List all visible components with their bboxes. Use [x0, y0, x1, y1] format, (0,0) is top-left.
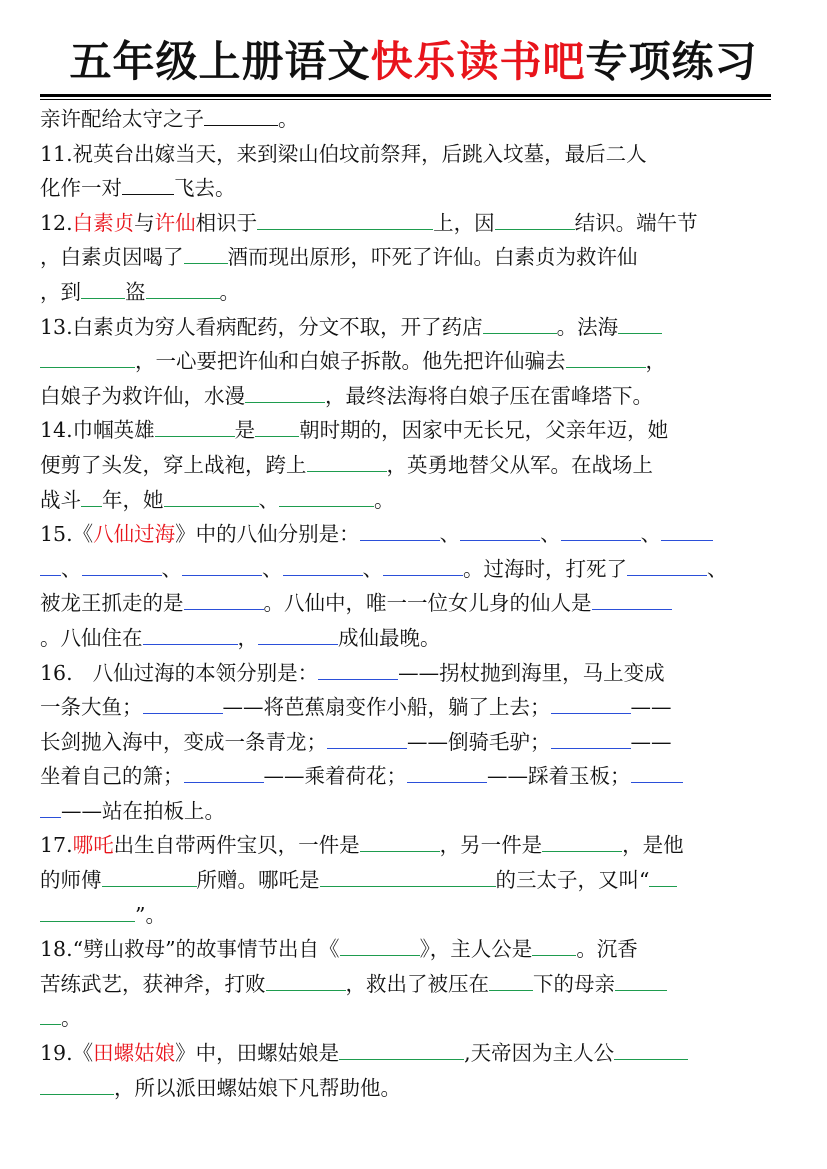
q10-text: 亲许配给太守之子 [40, 107, 204, 131]
q13-line1 [40, 310, 776, 345]
answer-blank[interactable] [661, 520, 713, 541]
q11-text: 化作一对 [40, 176, 122, 201]
q16-text: 长剑抛入海中，变成一条青龙； [40, 729, 327, 754]
q13-line2 [40, 344, 776, 379]
q11-text: 11.祝英台出嫁当天，来到梁山伯坟前祭拜，后跳入坟墓，最后二人 [40, 141, 647, 166]
q14-text: 。 [374, 487, 395, 512]
q12-text: 相识于 [195, 210, 258, 235]
answer-blank[interactable] [40, 1004, 61, 1025]
q16-text: 坐着自己的箫； [40, 764, 184, 789]
q15-sep: 、 [540, 522, 561, 547]
q16-text: 一条大鱼； [40, 695, 143, 720]
q15-sep: 、 [439, 522, 461, 547]
answer-blank[interactable] [82, 555, 162, 576]
answer-blank[interactable] [164, 486, 259, 507]
q18-text: 。沉香 [576, 937, 638, 962]
answer-blank[interactable] [279, 486, 374, 507]
q15-text: 。八仙住在 [40, 625, 143, 650]
q14-text: 战斗 [40, 487, 81, 512]
answer-blank[interactable] [146, 278, 220, 299]
answer-blank[interactable] [320, 866, 496, 887]
q15-sep: 、 [161, 556, 182, 581]
q17-text: 出生自带两件宝贝，一件是 [113, 833, 360, 858]
q12-line3 [40, 275, 776, 310]
q16-line3 [40, 725, 776, 760]
answer-blank[interactable] [40, 1074, 114, 1095]
answer-blank[interactable] [489, 970, 533, 991]
answer-blank[interactable] [318, 659, 398, 680]
q19-number: 19.《 [40, 1041, 94, 1066]
q18-text: 18.“劈山救母”的故事情节出自《 [40, 937, 340, 962]
q17-text: 的三太子，又叫“ [495, 868, 650, 893]
answer-blank[interactable] [360, 520, 440, 541]
q18-line1 [40, 932, 776, 967]
q16-text: ——站在拍板上。 [61, 798, 225, 823]
q16-text: ——倒骑毛驴； [407, 729, 551, 754]
answer-blank[interactable] [340, 935, 420, 956]
q12-text: ，到 [40, 279, 81, 304]
q12-text: ，白素贞因喝了 [40, 245, 184, 270]
answer-blank[interactable] [155, 416, 235, 437]
q18-text: 下的母亲 [533, 971, 615, 996]
q13-text: 白娘子为救许仙，水漫 [40, 383, 245, 408]
q14-text: 朝时期的，因家中无长兄，父亲年迈，她 [299, 418, 669, 443]
q15-line3 [40, 586, 776, 621]
q14-line2 [40, 448, 776, 483]
answer-blank[interactable] [81, 486, 102, 507]
answer-blank[interactable] [649, 866, 677, 887]
answer-blank[interactable] [383, 555, 463, 576]
q14-text: 是 [234, 418, 256, 443]
answer-blank[interactable] [143, 624, 238, 645]
answer-blank[interactable] [566, 347, 646, 368]
q14-text: 年，她 [102, 487, 164, 512]
q13-text: 。法海 [556, 314, 619, 339]
title-highlight: 快乐读书吧 [370, 37, 586, 86]
q15-sep: 、 [61, 556, 82, 581]
q16-text: ——将芭蕉扇变作小船，躺了上去； [222, 695, 551, 720]
answer-blank[interactable] [307, 451, 387, 472]
q19-line1 [40, 1036, 776, 1071]
answer-blank[interactable] [40, 347, 135, 368]
answer-blank[interactable] [81, 278, 125, 299]
q15-sep: 、 [640, 522, 662, 547]
q13-line3 [40, 379, 776, 414]
q10-line [40, 102, 776, 137]
q16-line2 [40, 690, 776, 725]
q11-line2 [40, 171, 776, 206]
q16-line5 [40, 794, 776, 829]
q16-number: 16. [40, 660, 73, 685]
q18-text: ，救出了被压在 [345, 971, 489, 996]
q15-text: 被龙王抓走的是 [40, 591, 184, 616]
title-underline-thin [40, 99, 771, 100]
answer-blank[interactable] [184, 589, 264, 610]
answer-blank[interactable] [122, 174, 174, 195]
answer-blank[interactable] [182, 555, 262, 576]
answer-blank[interactable] [204, 105, 278, 126]
q12-text: 。 [219, 279, 240, 304]
q12-name-xuxian: 许仙 [154, 210, 196, 235]
q14-text: 14.巾帼英雄 [40, 418, 155, 443]
q15-text: 成仙最晚。 [338, 625, 441, 650]
answer-blank[interactable] [255, 416, 299, 437]
answer-blank[interactable] [40, 901, 135, 922]
answer-blank[interactable] [327, 728, 407, 749]
answer-blank[interactable] [460, 520, 540, 541]
q17-text: ，另一件是 [439, 833, 543, 858]
q13-text: ，最终法海将白娘子压在雷峰塔下。 [325, 383, 653, 408]
q12-line1 [40, 206, 776, 241]
q16-text: —— [630, 695, 672, 720]
q13-text: 13.白素贞为穷人看病配药，分文不取，开了药店 [40, 314, 483, 339]
q17-text: 的师傅 [40, 868, 102, 893]
title-underline-thick [40, 94, 771, 97]
answer-blank[interactable] [483, 313, 557, 334]
q17-text: ，是他 [622, 833, 684, 858]
q18-line2 [40, 967, 776, 1002]
answer-blank[interactable] [495, 209, 575, 230]
q15-line2 [40, 552, 776, 587]
q12-text: 盗 [125, 279, 146, 304]
q15-line4 [40, 621, 776, 656]
q15-text: 》中的八仙分别是： [175, 522, 360, 547]
q14-text: ，英勇地替父从军。在战场上 [386, 452, 653, 477]
q14-line3 [40, 483, 776, 518]
q12-line2 [40, 240, 776, 275]
q15-sep: 、 [262, 556, 283, 581]
q19-text: ,天帝因为主人公 [464, 1041, 615, 1066]
answer-blank[interactable] [184, 762, 264, 783]
answer-blank[interactable] [551, 693, 631, 714]
q16-line4 [40, 759, 776, 794]
q12-text: 酒而现出原形，吓死了许仙。白素贞为救许仙 [227, 245, 638, 270]
q14-line1 [40, 413, 776, 448]
answer-blank[interactable] [618, 313, 662, 334]
q15-text: 。八仙中，唯一一位女儿身的仙人是 [263, 591, 592, 616]
q17-text: 所赠。哪吒是 [196, 868, 320, 893]
q13-text: ，一心要把许仙和白娘子拆散。他先把许仙骗去 [135, 349, 566, 374]
answer-blank[interactable] [257, 209, 433, 230]
answer-blank[interactable] [266, 970, 346, 991]
q12-name-baisuzhen: 白素贞 [72, 210, 135, 235]
q16-text: ——拐杖抛到海里，马上变成 [398, 660, 665, 685]
q15-text: ， [237, 625, 258, 650]
q13-text: ， [645, 349, 666, 374]
q17-number: 17. [40, 833, 73, 858]
q11-line1 [40, 137, 776, 172]
q19-text: 》中，田螺姑娘是 [175, 1041, 340, 1066]
q16-text: ——乘着荷花； [263, 764, 407, 789]
q19-line2 [40, 1071, 776, 1106]
q19-book-title: 田螺姑娘 [93, 1041, 176, 1066]
q16-text: ——踩着玉板； [487, 764, 631, 789]
q18-text: 》，主人公是 [419, 937, 533, 962]
title-part1: 五年级上册语文 [69, 37, 371, 86]
q12-text: 上，因 [433, 210, 495, 235]
q18-text: 。 [61, 1006, 82, 1031]
q15-text: 、 [707, 556, 728, 581]
answer-blank[interactable] [40, 555, 61, 576]
q15-book-title: 八仙过海 [93, 522, 176, 547]
question-list [40, 102, 776, 1105]
answer-blank[interactable] [258, 624, 338, 645]
answer-blank[interactable] [627, 555, 707, 576]
answer-blank[interactable] [542, 831, 622, 852]
answer-blank[interactable] [245, 382, 325, 403]
q19-text: ，所以派田螺姑娘下凡帮助他。 [114, 1075, 401, 1100]
answer-blank[interactable] [592, 589, 672, 610]
q15-number: 15.《 [40, 522, 94, 547]
q12-text: 与 [134, 210, 155, 235]
q14-text: 便剪了头发，穿上战袍，跨上 [40, 452, 307, 477]
q17-line3 [40, 898, 776, 933]
title-part3: 专项练习 [585, 37, 758, 86]
q17-line2 [40, 863, 776, 898]
q17-name-nezha: 哪吒 [72, 833, 114, 858]
q10-end: 。 [278, 107, 299, 131]
answer-blank[interactable] [339, 1039, 464, 1060]
q11-text: 飞去。 [174, 176, 236, 201]
answer-blank[interactable] [143, 693, 223, 714]
q18-line3 [40, 1001, 776, 1036]
answer-blank[interactable] [532, 935, 576, 956]
answer-blank[interactable] [614, 1039, 688, 1060]
answer-blank[interactable] [184, 243, 228, 264]
q17-line1 [40, 828, 776, 863]
q14-text: 、 [258, 487, 279, 512]
q16-text: 八仙过海的本领分别是： [92, 660, 319, 685]
answer-blank[interactable] [561, 520, 641, 541]
q15-line1 [40, 517, 776, 552]
answer-blank[interactable] [102, 866, 197, 887]
answer-blank[interactable] [283, 555, 363, 576]
answer-blank[interactable] [615, 970, 667, 991]
q12-number: 12. [40, 210, 73, 235]
q15-sep: 、 [362, 556, 383, 581]
answer-blank[interactable] [551, 728, 631, 749]
q18-text: 苦练武艺，获神斧，打败 [40, 971, 266, 996]
page-title [0, 34, 827, 90]
q17-text: ”。 [135, 902, 166, 927]
answer-blank[interactable] [360, 831, 440, 852]
answer-blank[interactable] [40, 797, 61, 818]
answer-blank[interactable] [631, 762, 683, 783]
q16-line1 [40, 656, 776, 691]
q12-text: 结识。端午节 [574, 210, 698, 235]
q16-text: —— [630, 729, 672, 754]
q15-text: 。过海时，打死了 [463, 556, 627, 581]
answer-blank[interactable] [407, 762, 487, 783]
